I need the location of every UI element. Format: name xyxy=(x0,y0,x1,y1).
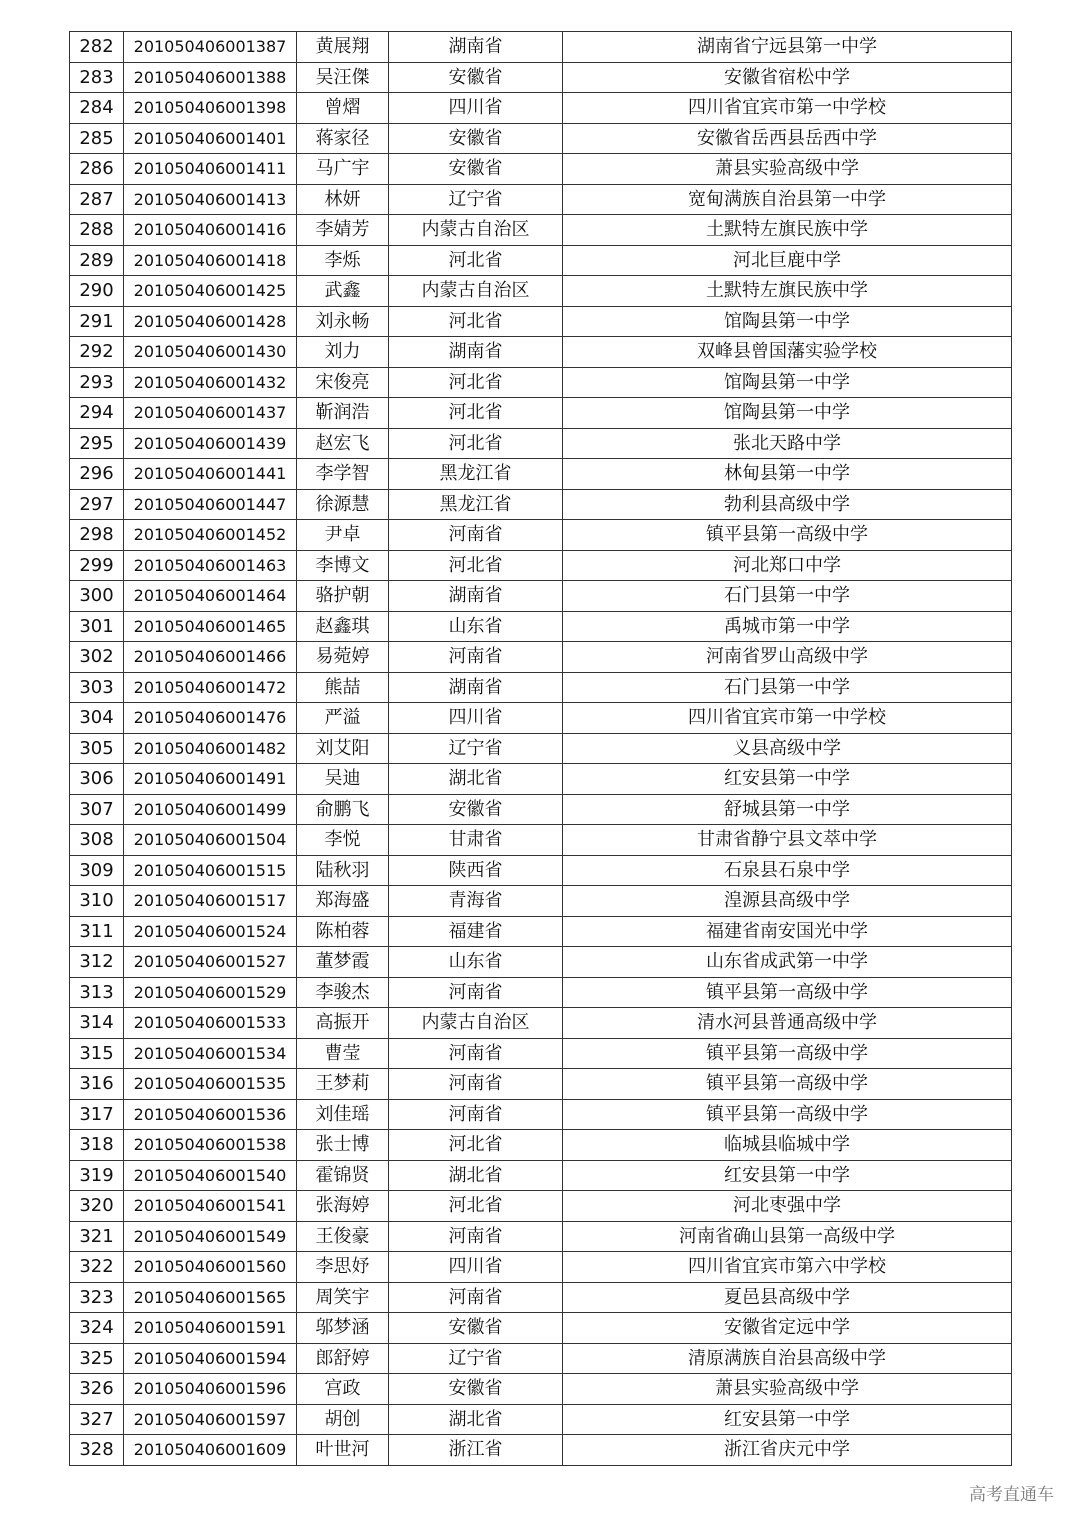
student-name-cell: 郑海盛 xyxy=(297,886,389,917)
candidate-id-cell: 201050406001466 xyxy=(124,642,297,673)
province-cell: 浙江省 xyxy=(389,1435,563,1466)
table-row xyxy=(70,1313,1012,1344)
province-cell: 黑龙江省 xyxy=(389,489,563,520)
candidate-id-cell: 201050406001398 xyxy=(124,93,297,124)
candidate-id-cell: 201050406001536 xyxy=(124,1099,297,1130)
student-name-cell: 俞鹏飞 xyxy=(297,794,389,825)
school-cell: 勃利县高级中学 xyxy=(563,489,1012,520)
table-row xyxy=(70,550,1012,581)
row-number-cell: 327 xyxy=(70,1404,124,1435)
table-row xyxy=(70,1252,1012,1283)
table-row xyxy=(70,1343,1012,1374)
school-cell: 河南省确山县第一高级中学 xyxy=(563,1221,1012,1252)
school-cell: 禹城市第一中学 xyxy=(563,611,1012,642)
table-row xyxy=(70,886,1012,917)
school-cell: 福建省南安国光中学 xyxy=(563,916,1012,947)
table-row xyxy=(70,276,1012,307)
row-number-cell: 297 xyxy=(70,489,124,520)
school-cell: 安徽省岳西县岳西中学 xyxy=(563,123,1012,154)
table-row xyxy=(70,672,1012,703)
student-name-cell: 董梦霞 xyxy=(297,947,389,978)
student-name-cell: 武鑫 xyxy=(297,276,389,307)
school-cell: 义县高级中学 xyxy=(563,733,1012,764)
candidate-id-cell: 201050406001425 xyxy=(124,276,297,307)
row-number-cell: 309 xyxy=(70,855,124,886)
table-row xyxy=(70,1069,1012,1100)
row-number-cell: 308 xyxy=(70,825,124,856)
row-number-cell: 321 xyxy=(70,1221,124,1252)
row-number-cell: 317 xyxy=(70,1099,124,1130)
school-cell: 镇平县第一高级中学 xyxy=(563,1099,1012,1130)
candidate-id-cell: 201050406001538 xyxy=(124,1130,297,1161)
table-row xyxy=(70,32,1012,63)
province-cell: 湖南省 xyxy=(389,32,563,63)
province-cell: 内蒙古自治区 xyxy=(389,1008,563,1039)
table-row xyxy=(70,154,1012,185)
student-name-cell: 靳润浩 xyxy=(297,398,389,429)
province-cell: 安徽省 xyxy=(389,62,563,93)
province-cell: 河南省 xyxy=(389,1038,563,1069)
school-cell: 四川省宜宾市第一中学校 xyxy=(563,703,1012,734)
school-cell: 清原满族自治县高级中学 xyxy=(563,1343,1012,1374)
school-cell: 红安县第一中学 xyxy=(563,1404,1012,1435)
student-name-cell: 刘力 xyxy=(297,337,389,368)
province-cell: 陕西省 xyxy=(389,855,563,886)
student-name-cell: 吴汪傑 xyxy=(297,62,389,93)
candidate-id-cell: 201050406001529 xyxy=(124,977,297,1008)
row-number-cell: 290 xyxy=(70,276,124,307)
province-cell: 河南省 xyxy=(389,642,563,673)
row-number-cell: 282 xyxy=(70,32,124,63)
candidate-id-cell: 201050406001504 xyxy=(124,825,297,856)
row-number-cell: 319 xyxy=(70,1160,124,1191)
candidate-id-cell: 201050406001534 xyxy=(124,1038,297,1069)
school-cell: 浙江省庆元中学 xyxy=(563,1435,1012,1466)
school-cell: 萧县实验高级中学 xyxy=(563,154,1012,185)
province-cell: 河北省 xyxy=(389,245,563,276)
row-number-cell: 299 xyxy=(70,550,124,581)
student-name-cell: 徐源慧 xyxy=(297,489,389,520)
province-cell: 安徽省 xyxy=(389,794,563,825)
candidate-id-cell: 201050406001463 xyxy=(124,550,297,581)
school-cell: 红安县第一中学 xyxy=(563,1160,1012,1191)
student-name-cell: 林妍 xyxy=(297,184,389,215)
row-number-cell: 323 xyxy=(70,1282,124,1313)
province-cell: 河南省 xyxy=(389,1282,563,1313)
student-name-cell: 李悦 xyxy=(297,825,389,856)
student-name-cell: 高振开 xyxy=(297,1008,389,1039)
school-cell: 馆陶县第一中学 xyxy=(563,398,1012,429)
candidate-id-cell: 201050406001401 xyxy=(124,123,297,154)
student-name-cell: 吴迪 xyxy=(297,764,389,795)
candidate-id-cell: 201050406001560 xyxy=(124,1252,297,1283)
row-number-cell: 326 xyxy=(70,1374,124,1405)
student-name-cell: 赵宏飞 xyxy=(297,428,389,459)
school-cell: 湟源县高级中学 xyxy=(563,886,1012,917)
table-row xyxy=(70,947,1012,978)
candidate-id-cell: 201050406001413 xyxy=(124,184,297,215)
province-cell: 河南省 xyxy=(389,1221,563,1252)
table-row xyxy=(70,642,1012,673)
row-number-cell: 295 xyxy=(70,428,124,459)
student-name-cell: 王梦莉 xyxy=(297,1069,389,1100)
school-cell: 馆陶县第一中学 xyxy=(563,306,1012,337)
student-name-cell: 李思妤 xyxy=(297,1252,389,1283)
school-cell: 四川省宜宾市第一中学校 xyxy=(563,93,1012,124)
candidate-id-cell: 201050406001609 xyxy=(124,1435,297,1466)
school-cell: 河北巨鹿中学 xyxy=(563,245,1012,276)
table-row xyxy=(70,1435,1012,1466)
student-name-cell: 李博文 xyxy=(297,550,389,581)
province-cell: 安徽省 xyxy=(389,123,563,154)
province-cell: 山东省 xyxy=(389,611,563,642)
student-name-cell: 严溢 xyxy=(297,703,389,734)
candidate-id-cell: 201050406001517 xyxy=(124,886,297,917)
province-cell: 四川省 xyxy=(389,1252,563,1283)
table-row xyxy=(70,1099,1012,1130)
roster-table xyxy=(69,31,1012,1466)
row-number-cell: 286 xyxy=(70,154,124,185)
school-cell: 河北郑口中学 xyxy=(563,550,1012,581)
province-cell: 四川省 xyxy=(389,703,563,734)
candidate-id-cell: 201050406001432 xyxy=(124,367,297,398)
province-cell: 河北省 xyxy=(389,398,563,429)
table-row xyxy=(70,1282,1012,1313)
school-cell: 镇平县第一高级中学 xyxy=(563,1069,1012,1100)
school-cell: 石门县第一中学 xyxy=(563,581,1012,612)
candidate-id-cell: 201050406001428 xyxy=(124,306,297,337)
row-number-cell: 318 xyxy=(70,1130,124,1161)
student-name-cell: 王俊豪 xyxy=(297,1221,389,1252)
table-row xyxy=(70,703,1012,734)
table-row xyxy=(70,611,1012,642)
row-number-cell: 312 xyxy=(70,947,124,978)
candidate-id-cell: 201050406001549 xyxy=(124,1221,297,1252)
row-number-cell: 313 xyxy=(70,977,124,1008)
school-cell: 湖南省宁远县第一中学 xyxy=(563,32,1012,63)
candidate-id-cell: 201050406001524 xyxy=(124,916,297,947)
province-cell: 安徽省 xyxy=(389,154,563,185)
school-cell: 石门县第一中学 xyxy=(563,672,1012,703)
province-cell: 河南省 xyxy=(389,520,563,551)
table-row xyxy=(70,1130,1012,1161)
row-number-cell: 303 xyxy=(70,672,124,703)
province-cell: 湖北省 xyxy=(389,1160,563,1191)
student-name-cell: 李婧芳 xyxy=(297,215,389,246)
candidate-id-cell: 201050406001387 xyxy=(124,32,297,63)
candidate-id-cell: 201050406001452 xyxy=(124,520,297,551)
row-number-cell: 310 xyxy=(70,886,124,917)
province-cell: 内蒙古自治区 xyxy=(389,215,563,246)
school-cell: 舒城县第一中学 xyxy=(563,794,1012,825)
school-cell: 双峰县曾国藩实验学校 xyxy=(563,337,1012,368)
student-name-cell: 周笑宇 xyxy=(297,1282,389,1313)
student-name-cell: 陆秋羽 xyxy=(297,855,389,886)
candidate-id-cell: 201050406001565 xyxy=(124,1282,297,1313)
province-cell: 安徽省 xyxy=(389,1374,563,1405)
candidate-id-cell: 201050406001437 xyxy=(124,398,297,429)
table-row xyxy=(70,825,1012,856)
table-row xyxy=(70,489,1012,520)
table-row xyxy=(70,93,1012,124)
table-row xyxy=(70,764,1012,795)
school-cell: 安徽省宿松中学 xyxy=(563,62,1012,93)
school-cell: 馆陶县第一中学 xyxy=(563,367,1012,398)
row-number-cell: 288 xyxy=(70,215,124,246)
school-cell: 红安县第一中学 xyxy=(563,764,1012,795)
school-cell: 临城县临城中学 xyxy=(563,1130,1012,1161)
student-name-cell: 陈柏蓉 xyxy=(297,916,389,947)
province-cell: 湖北省 xyxy=(389,1404,563,1435)
school-cell: 镇平县第一高级中学 xyxy=(563,977,1012,1008)
province-cell: 湖南省 xyxy=(389,581,563,612)
candidate-id-cell: 201050406001388 xyxy=(124,62,297,93)
table-row xyxy=(70,184,1012,215)
table-row xyxy=(70,337,1012,368)
student-name-cell: 骆护朝 xyxy=(297,581,389,612)
row-number-cell: 301 xyxy=(70,611,124,642)
candidate-id-cell: 201050406001499 xyxy=(124,794,297,825)
province-cell: 湖南省 xyxy=(389,672,563,703)
school-cell: 镇平县第一高级中学 xyxy=(563,1038,1012,1069)
candidate-id-cell: 201050406001447 xyxy=(124,489,297,520)
school-cell: 夏邑县高级中学 xyxy=(563,1282,1012,1313)
row-number-cell: 322 xyxy=(70,1252,124,1283)
student-name-cell: 宫政 xyxy=(297,1374,389,1405)
candidate-id-cell: 201050406001491 xyxy=(124,764,297,795)
table-row xyxy=(70,1038,1012,1069)
row-number-cell: 291 xyxy=(70,306,124,337)
school-cell: 河北枣强中学 xyxy=(563,1191,1012,1222)
candidate-id-cell: 201050406001591 xyxy=(124,1313,297,1344)
province-cell: 四川省 xyxy=(389,93,563,124)
row-number-cell: 293 xyxy=(70,367,124,398)
school-cell: 石泉县石泉中学 xyxy=(563,855,1012,886)
province-cell: 河北省 xyxy=(389,1191,563,1222)
table-row xyxy=(70,1221,1012,1252)
candidate-id-cell: 201050406001465 xyxy=(124,611,297,642)
row-number-cell: 302 xyxy=(70,642,124,673)
table-row xyxy=(70,215,1012,246)
table-row xyxy=(70,1191,1012,1222)
school-cell: 四川省宜宾市第六中学校 xyxy=(563,1252,1012,1283)
row-number-cell: 287 xyxy=(70,184,124,215)
candidate-id-cell: 201050406001535 xyxy=(124,1069,297,1100)
table-row xyxy=(70,1404,1012,1435)
school-cell: 张北天路中学 xyxy=(563,428,1012,459)
candidate-id-cell: 201050406001596 xyxy=(124,1374,297,1405)
province-cell: 河南省 xyxy=(389,1099,563,1130)
school-cell: 土默特左旗民族中学 xyxy=(563,276,1012,307)
candidate-id-cell: 201050406001472 xyxy=(124,672,297,703)
province-cell: 福建省 xyxy=(389,916,563,947)
province-cell: 青海省 xyxy=(389,886,563,917)
table-row xyxy=(70,459,1012,490)
student-name-cell: 郎舒婷 xyxy=(297,1343,389,1374)
candidate-id-cell: 201050406001464 xyxy=(124,581,297,612)
province-cell: 辽宁省 xyxy=(389,184,563,215)
row-number-cell: 285 xyxy=(70,123,124,154)
student-name-cell: 熊喆 xyxy=(297,672,389,703)
student-name-cell: 李骏杰 xyxy=(297,977,389,1008)
province-cell: 河北省 xyxy=(389,367,563,398)
candidate-id-cell: 201050406001594 xyxy=(124,1343,297,1374)
candidate-id-cell: 201050406001439 xyxy=(124,428,297,459)
row-number-cell: 289 xyxy=(70,245,124,276)
table-row xyxy=(70,581,1012,612)
candidate-id-cell: 201050406001540 xyxy=(124,1160,297,1191)
province-cell: 湖南省 xyxy=(389,337,563,368)
candidate-id-cell: 201050406001597 xyxy=(124,1404,297,1435)
school-cell: 镇平县第一高级中学 xyxy=(563,520,1012,551)
province-cell: 河北省 xyxy=(389,306,563,337)
province-cell: 山东省 xyxy=(389,947,563,978)
student-name-cell: 叶世河 xyxy=(297,1435,389,1466)
student-name-cell: 张海婷 xyxy=(297,1191,389,1222)
school-cell: 清水河县普通高级中学 xyxy=(563,1008,1012,1039)
table-row xyxy=(70,1160,1012,1191)
table-row xyxy=(70,123,1012,154)
table-row xyxy=(70,1374,1012,1405)
table-row xyxy=(70,62,1012,93)
table-row xyxy=(70,245,1012,276)
school-cell: 萧县实验高级中学 xyxy=(563,1374,1012,1405)
province-cell: 甘肃省 xyxy=(389,825,563,856)
table-row xyxy=(70,367,1012,398)
student-name-cell: 刘艾阳 xyxy=(297,733,389,764)
row-number-cell: 325 xyxy=(70,1343,124,1374)
row-number-cell: 328 xyxy=(70,1435,124,1466)
student-name-cell: 刘佳瑶 xyxy=(297,1099,389,1130)
student-name-cell: 李烁 xyxy=(297,245,389,276)
candidate-id-cell: 201050406001541 xyxy=(124,1191,297,1222)
candidate-id-cell: 201050406001430 xyxy=(124,337,297,368)
table-row xyxy=(70,1008,1012,1039)
school-cell: 河南省罗山高级中学 xyxy=(563,642,1012,673)
province-cell: 河北省 xyxy=(389,428,563,459)
row-number-cell: 307 xyxy=(70,794,124,825)
row-number-cell: 315 xyxy=(70,1038,124,1069)
candidate-id-cell: 201050406001533 xyxy=(124,1008,297,1039)
candidate-id-cell: 201050406001476 xyxy=(124,703,297,734)
row-number-cell: 305 xyxy=(70,733,124,764)
student-name-cell: 霍锦贤 xyxy=(297,1160,389,1191)
candidate-id-cell: 201050406001515 xyxy=(124,855,297,886)
table-row xyxy=(70,733,1012,764)
province-cell: 河南省 xyxy=(389,977,563,1008)
province-cell: 安徽省 xyxy=(389,1313,563,1344)
table-row xyxy=(70,977,1012,1008)
row-number-cell: 284 xyxy=(70,93,124,124)
province-cell: 河北省 xyxy=(389,550,563,581)
candidate-id-cell: 201050406001527 xyxy=(124,947,297,978)
student-name-cell: 宋俊亮 xyxy=(297,367,389,398)
table-row xyxy=(70,398,1012,429)
student-name-cell: 李学智 xyxy=(297,459,389,490)
row-number-cell: 324 xyxy=(70,1313,124,1344)
row-number-cell: 298 xyxy=(70,520,124,551)
table-row xyxy=(70,794,1012,825)
province-cell: 辽宁省 xyxy=(389,733,563,764)
school-cell: 安徽省定远中学 xyxy=(563,1313,1012,1344)
student-name-cell: 易菀婷 xyxy=(297,642,389,673)
student-name-cell: 赵鑫琪 xyxy=(297,611,389,642)
province-cell: 内蒙古自治区 xyxy=(389,276,563,307)
row-number-cell: 314 xyxy=(70,1008,124,1039)
table-row xyxy=(70,428,1012,459)
row-number-cell: 311 xyxy=(70,916,124,947)
student-name-cell: 曾熠 xyxy=(297,93,389,124)
candidate-id-cell: 201050406001482 xyxy=(124,733,297,764)
row-number-cell: 294 xyxy=(70,398,124,429)
student-name-cell: 张士博 xyxy=(297,1130,389,1161)
school-cell: 林甸县第一中学 xyxy=(563,459,1012,490)
row-number-cell: 304 xyxy=(70,703,124,734)
row-number-cell: 292 xyxy=(70,337,124,368)
candidate-id-cell: 201050406001418 xyxy=(124,245,297,276)
school-cell: 甘肃省静宁县文萃中学 xyxy=(563,825,1012,856)
row-number-cell: 316 xyxy=(70,1069,124,1100)
student-name-cell: 曹莹 xyxy=(297,1038,389,1069)
province-cell: 河北省 xyxy=(389,1130,563,1161)
candidate-id-cell: 201050406001441 xyxy=(124,459,297,490)
row-number-cell: 283 xyxy=(70,62,124,93)
table-row xyxy=(70,916,1012,947)
student-name-cell: 马广宇 xyxy=(297,154,389,185)
student-name-cell: 蒋家径 xyxy=(297,123,389,154)
table-row xyxy=(70,306,1012,337)
student-name-cell: 尹卓 xyxy=(297,520,389,551)
school-cell: 土默特左旗民族中学 xyxy=(563,215,1012,246)
province-cell: 辽宁省 xyxy=(389,1343,563,1374)
roster-body xyxy=(70,32,1012,1466)
candidate-id-cell: 201050406001411 xyxy=(124,154,297,185)
row-number-cell: 306 xyxy=(70,764,124,795)
student-name-cell: 刘永畅 xyxy=(297,306,389,337)
row-number-cell: 296 xyxy=(70,459,124,490)
school-cell: 宽甸满族自治县第一中学 xyxy=(563,184,1012,215)
student-name-cell: 邬梦涵 xyxy=(297,1313,389,1344)
student-name-cell: 胡创 xyxy=(297,1404,389,1435)
province-cell: 河南省 xyxy=(389,1069,563,1100)
school-cell: 山东省成武第一中学 xyxy=(563,947,1012,978)
row-number-cell: 320 xyxy=(70,1191,124,1222)
table-row xyxy=(70,520,1012,551)
province-cell: 黑龙江省 xyxy=(389,459,563,490)
student-name-cell: 黄展翔 xyxy=(297,32,389,63)
watermark-text: 高考直通车 xyxy=(969,1485,1054,1505)
candidate-id-cell: 201050406001416 xyxy=(124,215,297,246)
province-cell: 湖北省 xyxy=(389,764,563,795)
table-row xyxy=(70,855,1012,886)
row-number-cell: 300 xyxy=(70,581,124,612)
